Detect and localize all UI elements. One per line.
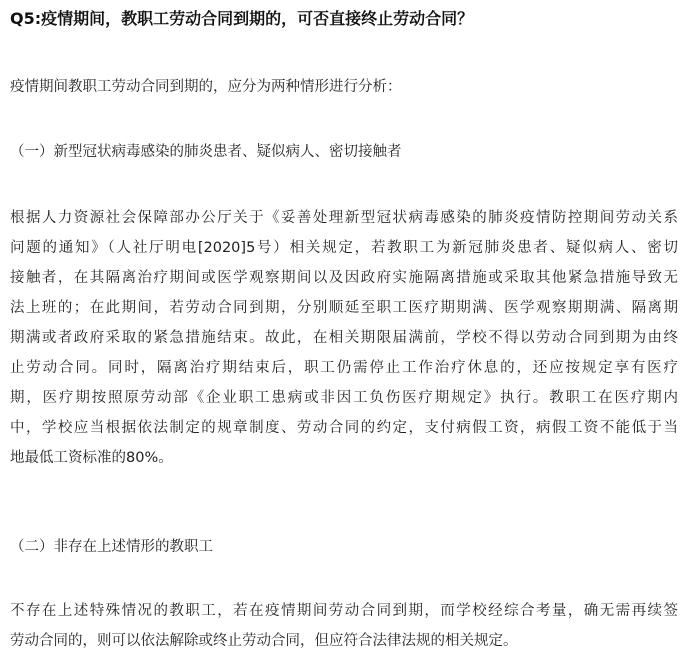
section1-title-text: （一）新型冠状病毒感染的肺炎患者、疑似病人、密切接触者 [10,144,402,160]
body-line: 法上班的；在此期间，若劳动合同到期，分别顺延至职工医疗期期满、医学观察期期满、隔离期 [10,300,678,316]
body-line: 问题的通知》（人社厅明电[2020]5号）相关规定，若教职工为新冠肺炎患者、疑似病人、密切 [10,240,678,256]
section1-title [10,137,678,167]
body-line: 劳动合同的，则可以依法解除或终止劳动合同，但应符合法律法规的相关规定。 [10,633,518,649]
section1-body [10,203,678,473]
section2-body [10,596,678,656]
section2-title [10,532,678,562]
intro-text: 疫情期间教职工劳动合同到期的，应分为两种情形进行分析： [10,79,402,95]
intro-paragraph [10,72,678,102]
body-line: 止劳动合同。同时，隔离治疗期结束后，职工仍需停止工作治疗休息的，还应按规定享有医疗 [10,360,678,376]
body-line: 期满或者政府采取的紧急措施结束。故此，在相关期限届满前，学校不得以劳动合同到期为由终 [10,330,678,346]
body-line: 根据人力资源社会保障部办公厅关于《妥善处理新型冠状病毒感染的肺炎疫情防控期间劳动关系 [10,210,678,226]
body-line: 接触者，在其隔离治疗期间或医学观察期间以及因政府实施隔离措施或采取其他紧急措施导致无 [10,270,678,286]
body-line: 中，学校应当根据依法制定的规章制度、劳动合同的约定，支付病假工资，病假工资不能低于当 [10,420,678,436]
body-line: 不存在上述特殊情况的教职工，若在疫情期间劳动合同到期，而学校经综合考量，确无需再续签 [10,603,678,619]
body-line: 期，医疗期按照原劳动部《企业职工患病或非因工负伤医疗期规定》执行。教职工在医疗期内 [10,390,678,406]
section2-title-text: （二）非存在上述情形的教职工 [10,539,213,555]
question-heading: Q5:疫情期间，教职工劳动合同到期的，可否直接终止劳动合同？ [10,9,474,28]
body-line: 地最低工资标准的80%。 [10,450,173,466]
